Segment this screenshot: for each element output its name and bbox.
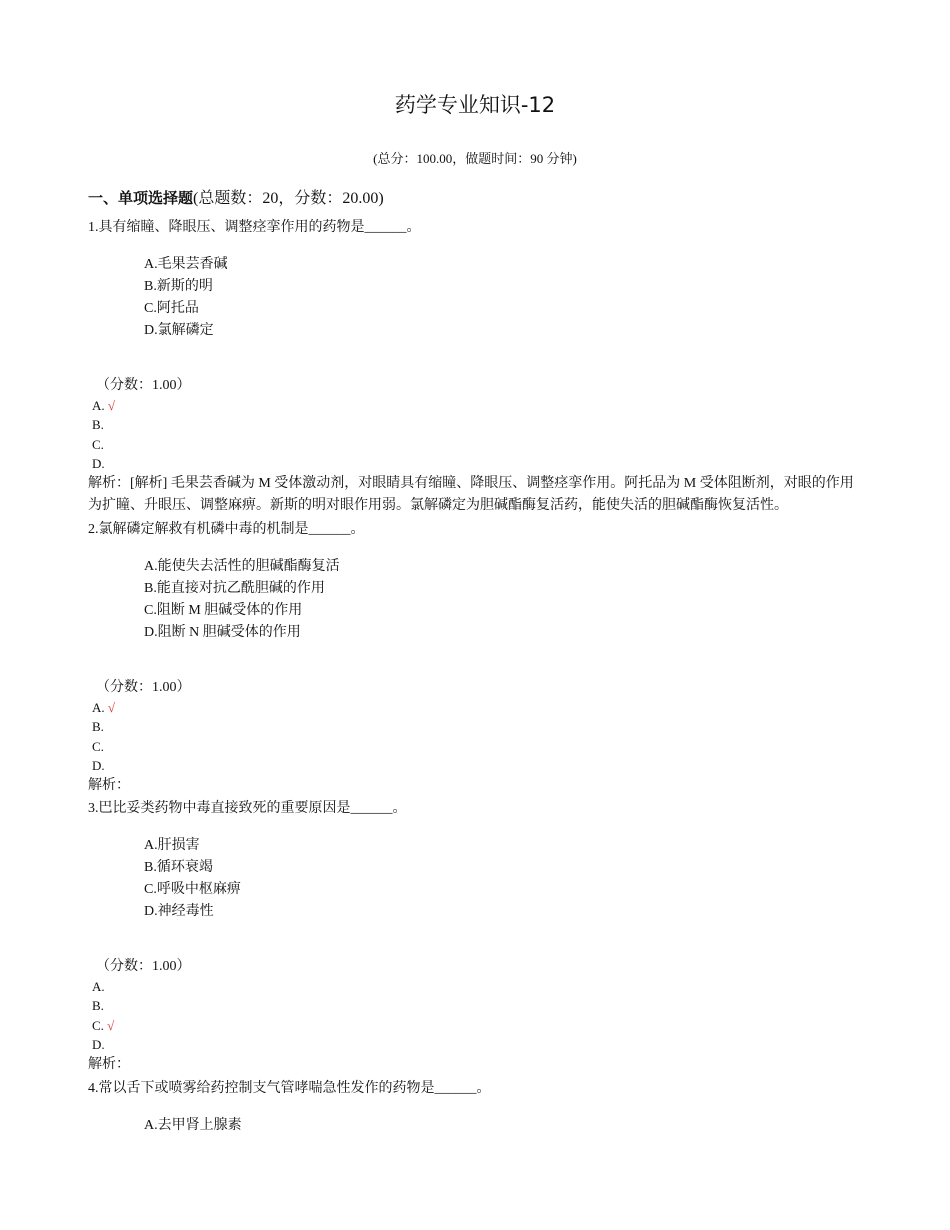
option-list <box>144 835 858 923</box>
question-score: （分数：1.00） <box>96 378 191 393</box>
section-heading-title: 一、单项选择题 <box>88 189 194 207</box>
answer-d <box>92 756 858 775</box>
section-heading-info: (总题数：20，分数：20.00) <box>193 190 384 207</box>
question-stem: 4.常以舌下或喷雾给药控制支气管哮喘急性发作的药物是______。 <box>88 1081 491 1096</box>
answer-d <box>92 1035 858 1054</box>
answer-label: C. <box>92 738 104 754</box>
question-stem: 2.氯解磷定解救有机磷中毒的机制是______。 <box>88 522 365 537</box>
section-heading <box>88 186 384 211</box>
option-b: B.能直接对抗乙酰胆碱的作用 <box>144 581 325 596</box>
correct-mark: √ <box>107 398 116 413</box>
document-subtitle: (总分：100.00，做题时间：90 分钟) <box>373 151 577 166</box>
question-analysis: 解析： <box>88 1057 130 1073</box>
answer-label: B. <box>92 998 104 1014</box>
answer-c <box>92 737 858 756</box>
question-analysis: 解析：[解析] 毛果芸香碱为 M 受体激动剂，对眼睛具有缩瞳、降眼压、调整痉挛作用。阿托品为 M 受体阻断剂，对眼的作用为扩瞳、升眼压、调整麻痹。新斯的明对眼作用弱。氯解磷定为胆碱酯酶复活药，能使失活的胆碱酯酶恢复活性。 <box>88 476 854 514</box>
answer-label: D. <box>92 1036 105 1052</box>
answer-label: B. <box>92 417 104 433</box>
correct-mark: √ <box>107 1017 115 1033</box>
option-d: D.氯解磷定 <box>144 323 214 338</box>
question-stem: 1.具有缩瞳、降眼压、调整痉挛作用的药物是______。 <box>88 220 421 235</box>
answer-label: A. <box>92 979 105 994</box>
document-title: 药学专业知识-12 <box>394 93 556 117</box>
answer-a <box>92 977 858 996</box>
option-b: B.新斯的明 <box>144 279 213 294</box>
question-score: （分数：1.00） <box>96 680 191 695</box>
option-c: C.阿托品 <box>144 301 199 316</box>
option-a: A.能使失去活性的胆碱酯酶复活 <box>144 559 340 574</box>
question-4 <box>88 1079 858 1137</box>
option-c: C.呼吸中枢麻痹 <box>144 882 241 897</box>
answer-c <box>92 435 858 454</box>
option-a: A.肝损害 <box>144 838 200 853</box>
answer-b <box>92 996 858 1015</box>
option-c: C.阻断 M 胆碱受体的作用 <box>144 603 303 618</box>
correct-mark: √ <box>107 700 116 715</box>
question-stem: 3.巴比妥类药物中毒直接致死的重要原因是______。 <box>88 801 407 816</box>
answer-b <box>92 415 858 434</box>
answer-c <box>92 1016 858 1035</box>
question-score: （分数：1.00） <box>96 959 191 974</box>
answer-list <box>92 396 858 473</box>
question-2 <box>88 520 858 797</box>
answer-label: A. <box>92 398 105 413</box>
answer-label: C. <box>92 1017 104 1033</box>
option-d: D.神经毒性 <box>144 904 214 919</box>
question-1 <box>88 218 858 517</box>
answer-label: D. <box>92 455 105 471</box>
answer-a <box>92 396 858 415</box>
answer-label: D. <box>92 757 105 773</box>
question-3 <box>88 799 858 1076</box>
question-analysis: 解析： <box>88 778 130 794</box>
answer-label: C. <box>92 436 104 452</box>
answer-b <box>92 717 858 736</box>
option-list <box>144 1115 858 1137</box>
option-a: A.去甲肾上腺素 <box>144 1118 242 1133</box>
option-list <box>144 254 858 342</box>
option-b: B.循环衰竭 <box>144 860 213 875</box>
answer-label: B. <box>92 719 104 735</box>
option-a: A.毛果芸香碱 <box>144 257 228 272</box>
answer-a <box>92 698 858 717</box>
answer-list <box>92 698 858 775</box>
option-list <box>144 556 858 644</box>
answer-d <box>92 454 858 473</box>
answer-list <box>92 977 858 1054</box>
option-d: D.阻断 N 胆碱受体的作用 <box>144 625 301 640</box>
answer-label: A. <box>92 700 105 715</box>
